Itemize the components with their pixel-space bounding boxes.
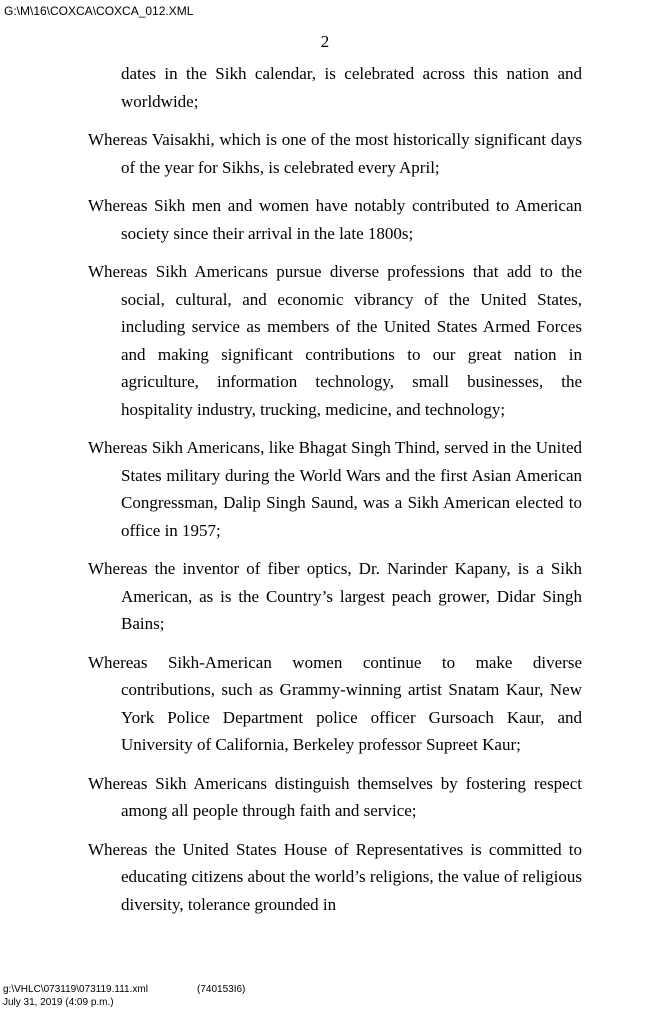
whereas-clause-professions: Whereas Sikh Americans pursue diverse professions that add to the social, cultural, and economic vibrancy of the United States, including service as members of the United States Armed Forces and making significant contributions to our great nation in agriculture, information technology, small businesses, the hospitality industry, trucking, medicine, and technology; xyxy=(88,262,582,419)
whereas-clause-fiber-optics: Whereas the inventor of fiber optics, Dr. Narinder Kapany, is a Sikh American, as is the Country’s largest peach grower, Didar Singh Bains; xyxy=(88,559,582,633)
file-path-header: G:\M\16\COXCA\COXCA_012.XML xyxy=(4,4,194,18)
whereas-clause-respect: Whereas Sikh Americans distinguish themselves by fostering respect among all people through faith and service; xyxy=(88,773,582,820)
whereas-clause-contributions: Whereas Sikh men and women have notably contributed to American society since their arrival in the late 1800s; xyxy=(88,196,582,243)
whereas-clause-education: Whereas the United States House of Representatives is committed to educating citizens about the world’s religions, the value of religious diversity, tolerance grounded in xyxy=(88,839,582,914)
paragraph-continuation: dates in the Sikh calendar, is celebrated across this nation and worldwide; xyxy=(121,64,582,111)
footer-file-path: g:\VHLC\073119\073119.111.xml xyxy=(3,984,148,995)
page-number: 2 xyxy=(320,32,330,51)
whereas-clause-military: Whereas Sikh Americans, like Bhagat Singh Thind, served in the United States military during the World Wars and the first Asian American Congressman, Dalip Singh Saund, was a Sikh American elected to office in 1957; xyxy=(88,438,582,540)
whereas-clause-women: Whereas Sikh-American women continue to make diverse contributions, such as Grammy-winning artist Snatam Kaur, New York Police Department police officer Gursoach Kaur, and University of California, Berkeley professor Supreet Kaur; xyxy=(88,652,582,754)
resolution-body xyxy=(88,60,582,929)
footer-timestamp: July 31, 2019 (4:09 p.m.) xyxy=(3,997,114,1008)
footer-metadata xyxy=(3,983,148,1009)
footer-job-number: (740153I6) xyxy=(197,984,246,995)
whereas-clause-vaisakhi: Whereas Vaisakhi, which is one of the most historically significant days of the year for Sikhs, is celebrated every April; xyxy=(88,130,582,177)
